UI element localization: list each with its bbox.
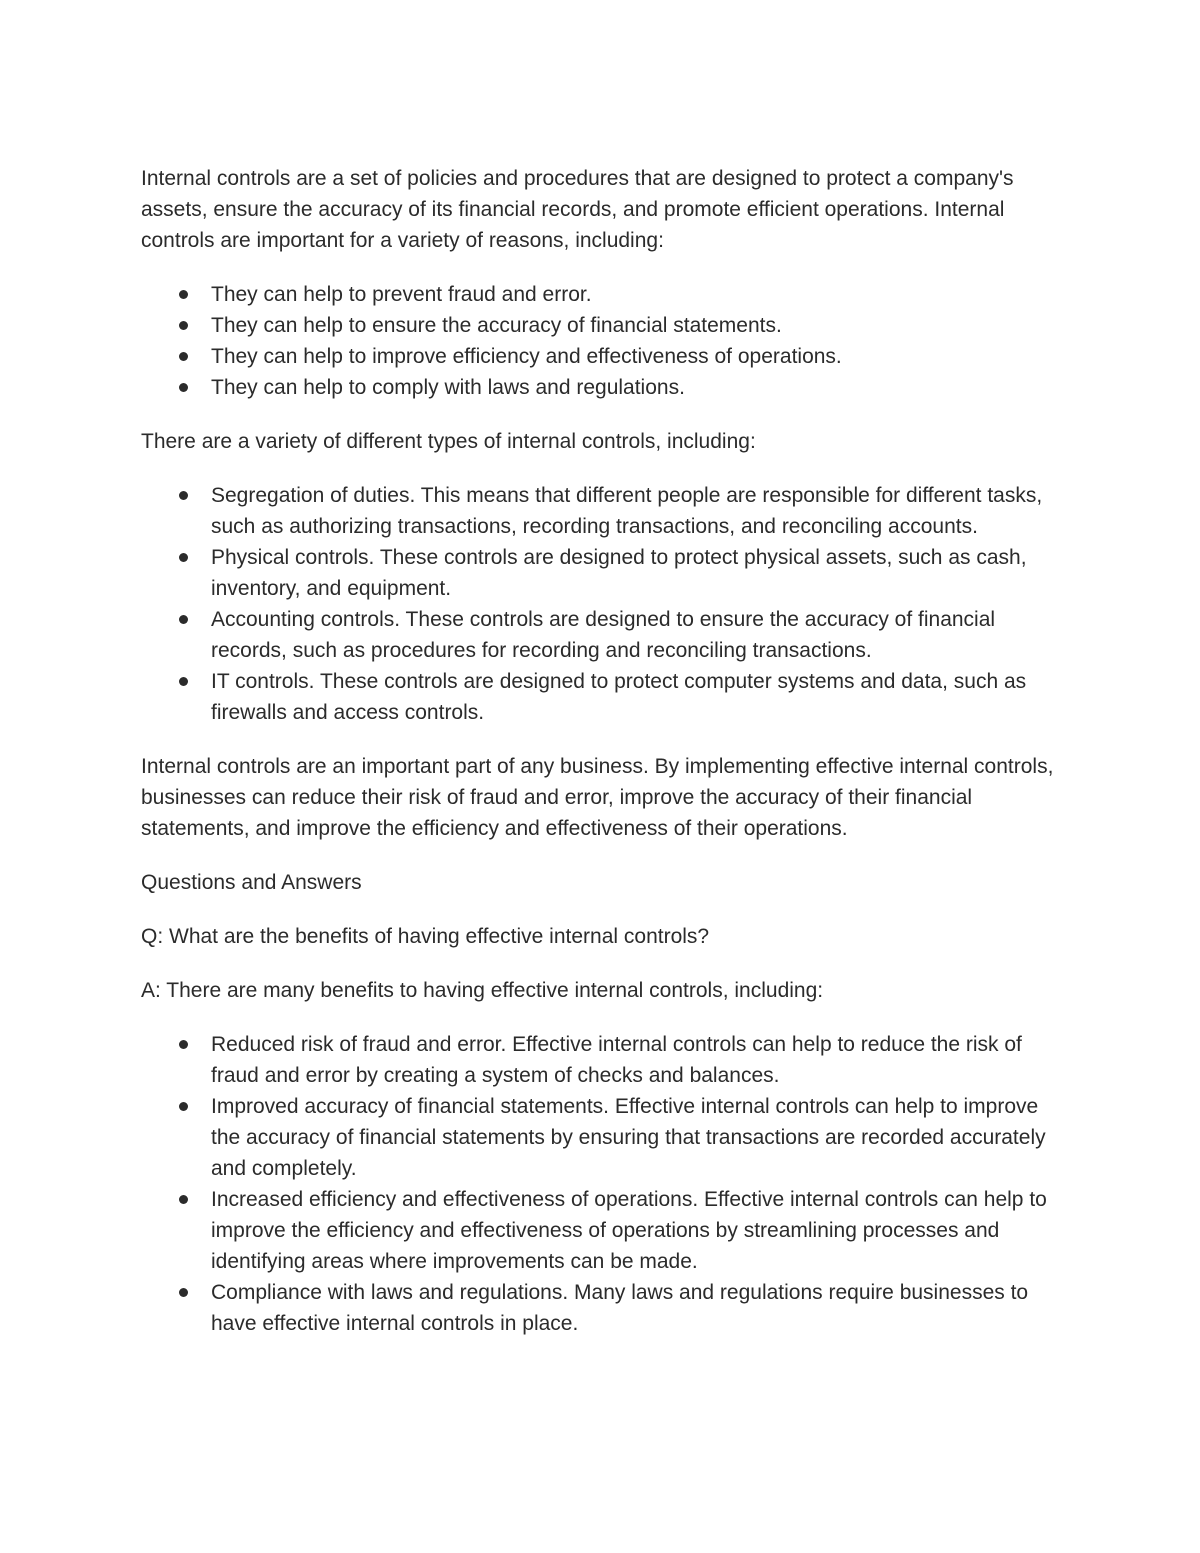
bullet-icon	[179, 352, 188, 361]
list-item-text: Compliance with laws and regulations. Many laws and regulations require businesses to have effective internal controls in place.	[211, 1281, 1029, 1335]
bullet-icon	[179, 383, 188, 392]
list-item-text: Reduced risk of fraud and error. Effective internal controls can help to reduce the risk of fraud and error by creating a system of checks and balances.	[211, 1033, 1022, 1087]
list-item	[141, 279, 1071, 310]
list-item	[141, 542, 1071, 604]
bullet-icon	[179, 1102, 188, 1111]
bullet-icon	[179, 553, 188, 562]
intro-paragraph: Internal controls are a set of policies and procedures that are designed to protect a company's assets, ensure the accuracy of its financial records, and promote efficient operations. Internal controls are important for a variety of reasons, including:	[141, 167, 1014, 252]
bullet-icon	[179, 1040, 188, 1049]
bullet-icon	[179, 1195, 188, 1204]
list-item-text: They can help to improve efficiency and effectiveness of operations.	[211, 345, 842, 368]
answer-text: A: There are many benefits to having effective internal controls, including:	[141, 979, 824, 1002]
types-list	[141, 480, 1071, 728]
list-item-text: Accounting controls. These controls are designed to ensure the accuracy of financial records, such as procedures for recording and reconciling transactions.	[211, 608, 996, 662]
list-item-text: Increased efficiency and effectiveness of operations. Effective internal controls can help to improve the efficiency and effectiveness of operations by streamlining processes and identifying areas where improvements can be made.	[211, 1188, 1047, 1273]
bullet-icon	[179, 491, 188, 500]
benefits-list	[141, 1029, 1071, 1339]
bullet-icon	[179, 290, 188, 299]
list-item	[141, 1184, 1071, 1277]
list-item-text: They can help to ensure the accuracy of financial statements.	[211, 314, 782, 337]
list-item	[141, 1029, 1071, 1091]
list-item-text: Physical controls. These controls are designed to protect physical assets, such as cash, inventory, and equipment.	[211, 546, 1027, 600]
list-item-text: They can help to comply with laws and regulations.	[211, 376, 685, 399]
bullet-icon	[179, 615, 188, 624]
bullet-icon	[179, 677, 188, 686]
list-item-text: Segregation of duties. This means that different people are responsible for different tasks, such as authorizing transactions, recording transactions, and reconciling accounts.	[211, 484, 1043, 538]
list-item-text: IT controls. These controls are designed to protect computer systems and data, such as firewalls and access controls.	[211, 670, 1027, 724]
list-item	[141, 666, 1071, 728]
list-item	[141, 480, 1071, 542]
bullet-icon	[179, 1288, 188, 1297]
conclusion-paragraph: Internal controls are an important part of any business. By implementing effective internal controls, businesses can reduce their risk of fraud and error, improve the accuracy of their financial statements, and improve the efficiency and effectiveness of their operations.	[141, 755, 1054, 840]
qa-heading: Questions and Answers	[141, 871, 362, 894]
reasons-list	[141, 279, 1071, 403]
bullet-icon	[179, 321, 188, 330]
question-text: Q: What are the benefits of having effective internal controls?	[141, 925, 710, 948]
list-item-text: Improved accuracy of financial statements. Effective internal controls can help to improve the accuracy of financial statements by ensuring that transactions are recorded accurately and completely.	[211, 1095, 1046, 1180]
types-paragraph: There are a variety of different types of internal controls, including:	[141, 430, 756, 453]
list-item	[141, 1091, 1071, 1184]
list-item	[141, 310, 1071, 341]
list-item	[141, 1277, 1071, 1339]
list-item	[141, 341, 1071, 372]
list-item	[141, 604, 1071, 666]
list-item-text: They can help to prevent fraud and error.	[211, 283, 592, 306]
document-body	[141, 163, 1071, 1362]
list-item	[141, 372, 1071, 403]
